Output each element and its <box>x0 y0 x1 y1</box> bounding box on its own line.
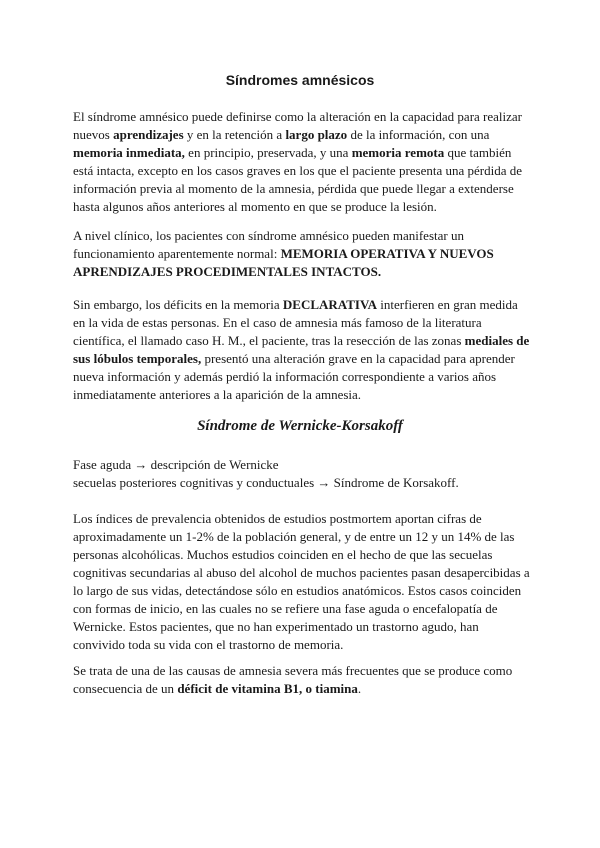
p3-bold-declarativa: DECLARATIVA <box>282 297 378 312</box>
paragraph-definition <box>73 108 533 216</box>
p3-bold-lobulos-temporales: mediales de sus lóbulos temporales, <box>73 333 530 366</box>
p1-bold-memoria-inmediata: memoria inmediata, <box>73 145 185 160</box>
p1-text-4: en principio, preservada, y una <box>184 145 352 160</box>
p2-bold-memoria-operativa: MEMORIA OPERATIVA Y NUEVOS APRENDIZAJES PROCEDIMENTALES INTACTOS. <box>73 246 494 279</box>
phase-line-1: Fase aguda → descripción de Wernicke <box>73 457 279 472</box>
p3-text-2: interfieren en gran medida en la vida de estas personas. En el caso de amnesia más famoso de la literatura científica, el llamado caso H. M., el paciente, tras la resección de las zonas <box>73 297 518 348</box>
p1-text-5: que también está intacta, excepto en los casos graves en los que el paciente presenta una pérdida de información previa al momento de la amnesia, pérdida que puede llegar a extenderse hasta algunos años anteriores al momento en que se produce la lesión. <box>73 145 523 214</box>
p1-text-1: El síndrome amnésico puede definirse como la alteración en la capacidad para realizar nuevos <box>73 109 523 142</box>
paragraph-clinical <box>73 227 533 281</box>
p1-text-2: y en la retención a <box>183 127 286 142</box>
p1-bold-largo-plazo: largo plazo <box>285 127 348 142</box>
p3-text-1: Sin embargo, los déficits en la memoria <box>73 297 283 312</box>
p3-text-3: presentó una alteración grave en la capacidad para aprender nueva información y además perdió la información correspondiente a varios años inmediatamente anteriores a la aparición de la amnesia. <box>73 351 515 402</box>
paragraph-phases <box>73 456 533 492</box>
p1-bold-aprendizajes: aprendizajes <box>113 127 184 142</box>
phase-line-2: secuelas posteriores cognitivas y conductuales → Síndrome de Korsakoff. <box>73 475 459 490</box>
p5-text-2: . <box>357 681 362 696</box>
section-title: Síndrome de Wernicke-Korsakoff <box>197 418 403 434</box>
p1-bold-memoria-remota: memoria remota <box>351 145 445 160</box>
p1-text-3: de la información, con una <box>347 127 490 142</box>
paragraph-vitamin <box>73 662 533 698</box>
page-title: Síndromes amnésicos <box>225 72 375 88</box>
p5-text-1: Se trata de una de las causas de amnesia severa más frecuentes que se produce como consecuencia de un <box>73 663 513 696</box>
paragraph-prevalence: Los índices de prevalencia obtenidos de estudios postmortem aportan cifras de aproximadamente un 1-2% de la población general, y de entre un 12 y un 14% de las personas alcohólicas. Muchos estudios coinciden en el hecho de que las secuelas cognitivas secundarias al abuso del alcohol de muchos pacientes pasan desapercibidas a lo largo de sus vidas, detectándose sólo en estudios anatómicos. Estos casos coinciden con formas de inicio, en las cuales no se refiere una fase aguda o encefalopatía de Wernicke. Estos pacientes, que no han experimentado un trastorno agudo, han convivido toda su vida con el trastorno de memoria. <box>73 511 530 652</box>
p5-bold-vitamina: déficit de vitamina B1, o tiamina <box>177 681 358 696</box>
paragraph-declarativa <box>73 296 533 404</box>
p2-text-1: A nivel clínico, los pacientes con síndrome amnésico pueden manifestar un funcionamiento aparentemente normal: <box>73 228 464 261</box>
